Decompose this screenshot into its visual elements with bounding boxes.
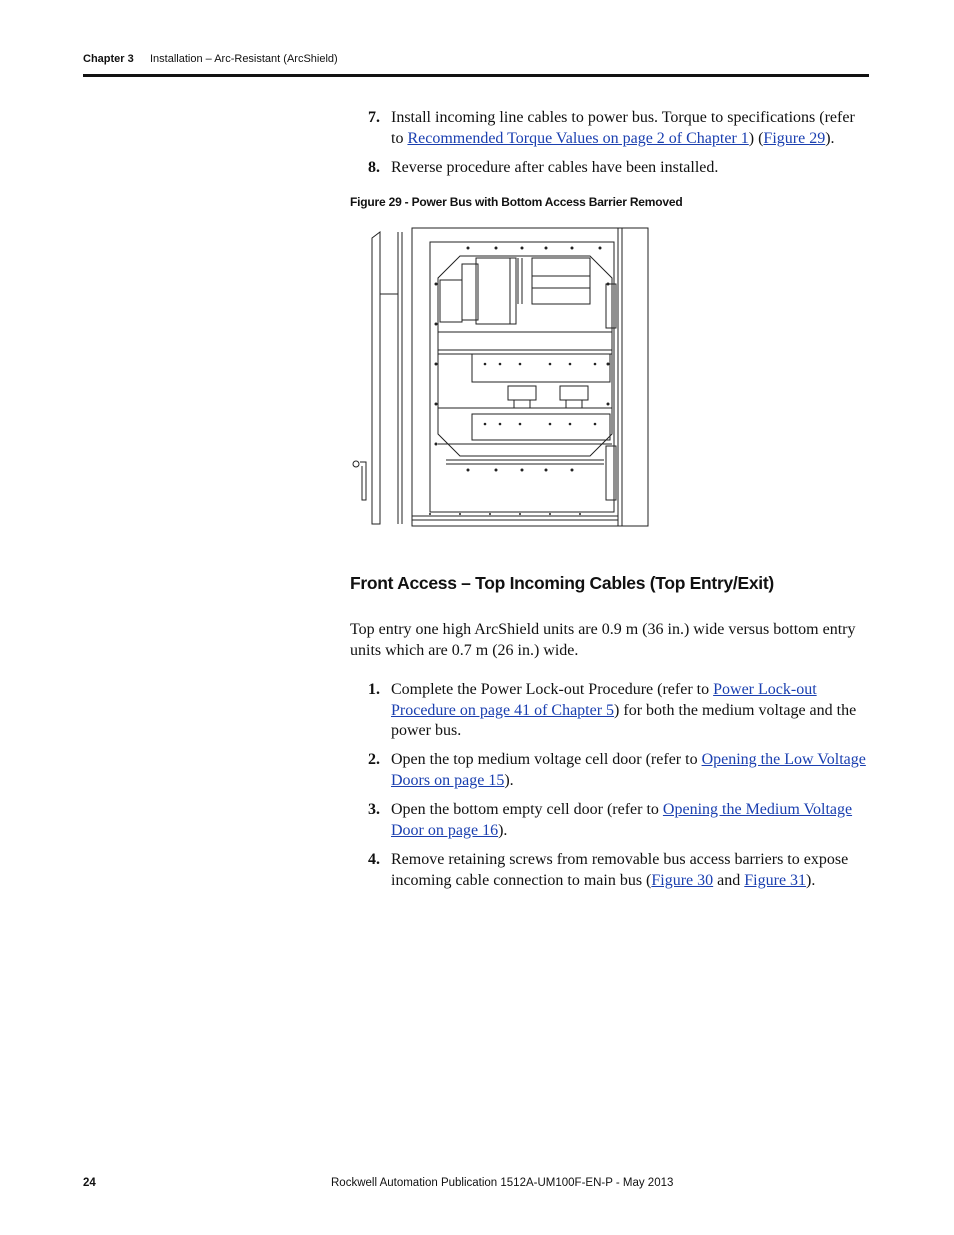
page-number: 24: [83, 1177, 96, 1189]
power-lockout-link[interactable]: Power Lock-out Procedure on page 41 of Chapter 5: [391, 681, 817, 719]
publication-info: Rockwell Automation Publication 1512A-UM100F-EN-P - May 2013: [331, 1177, 674, 1189]
low-voltage-doors-link[interactable]: Opening the Low Voltage Doors on page 15: [391, 751, 866, 789]
step-text: Open the bottom empty cell door (refer to Opening the Medium Voltage Door on page 16).: [391, 801, 853, 839]
step-text: Complete the Power Lock-out Procedure (refer to Power Lock-out Procedure on page 41 of Chapter 5) for both the medium voltage and the power bus.: [391, 681, 857, 739]
step-text: Reverse procedure after cables have been installed.: [391, 159, 719, 176]
step-text: Install incoming line cables to power bus. Torque to specifications (refer to Recommended Torque Values on page 2 of Chapter 1) (Figure 29).: [391, 109, 855, 147]
power-bus-figure: [350, 224, 650, 530]
step-number: 2.: [368, 751, 380, 768]
figure-29-link[interactable]: Figure 29: [763, 129, 826, 147]
section-intro: Top entry one high ArcShield units are 0.9 m (36 in.) wide versus bottom entry units which are 0.7 m (26 in.) wide.: [350, 621, 856, 659]
page-header: [83, 53, 869, 75]
torque-values-link[interactable]: Recommended Torque Values on page 2 of Chapter 1: [407, 129, 749, 147]
figure-31-link[interactable]: Figure 31: [744, 871, 807, 889]
step-number: 7.: [368, 109, 380, 126]
section-heading: Front Access – Top Incoming Cables (Top Entry/Exit): [350, 573, 774, 593]
step-number: 3.: [368, 801, 380, 818]
step-number: 4.: [368, 851, 380, 868]
header-rule: [83, 74, 869, 77]
medium-voltage-door-link[interactable]: Opening the Medium Voltage Door on page 16: [391, 801, 853, 839]
figure-caption: Figure 29 - Power Bus with Bottom Access Barrier Removed: [350, 195, 683, 209]
chapter-title: Installation – Arc-Resistant (ArcShield): [150, 53, 338, 65]
chapter-label: Chapter 3: [83, 53, 134, 65]
step-text: Open the top medium voltage cell door (refer to Opening the Low Voltage Doors on page 15).: [391, 751, 866, 789]
step-number: 8.: [368, 159, 380, 176]
step-text: Remove retaining screws from removable bus access barriers to expose incoming cable connection to main bus (Figure 30 and Figure 31).: [391, 851, 849, 889]
figure-30-link[interactable]: Figure 30: [651, 871, 714, 889]
step-number: 1.: [368, 681, 380, 698]
